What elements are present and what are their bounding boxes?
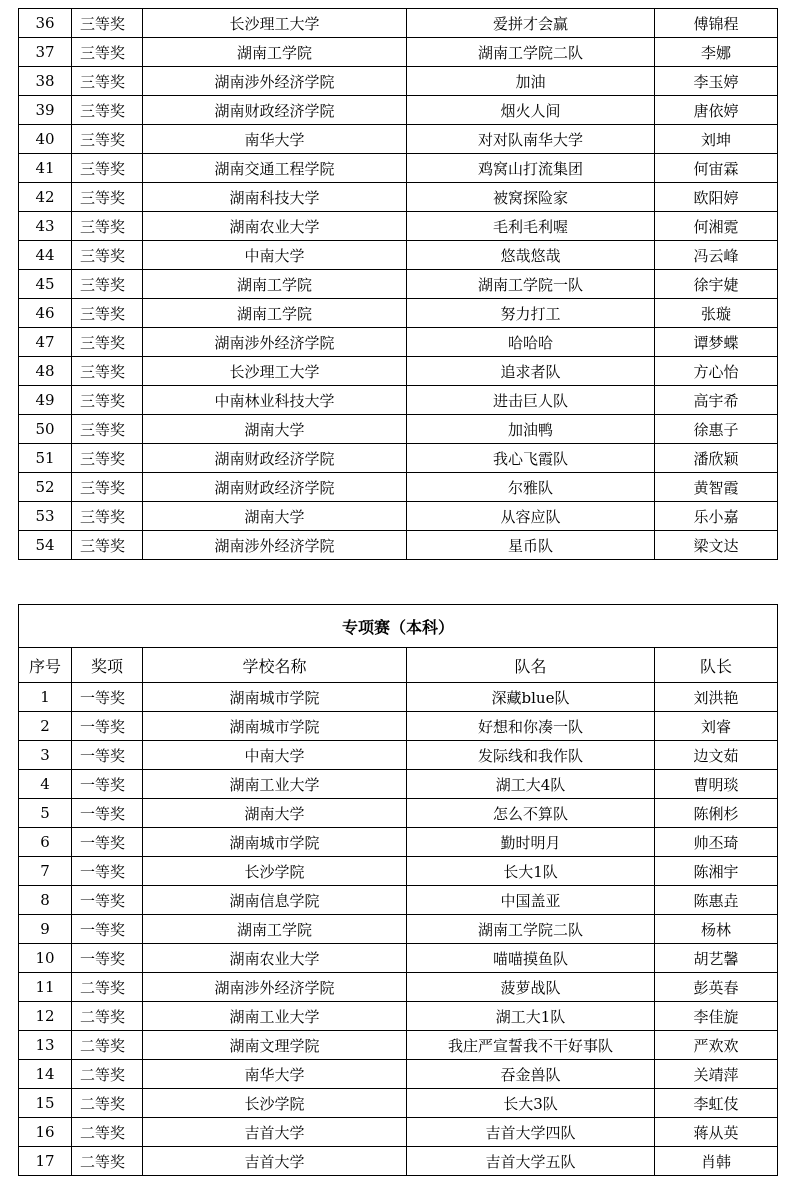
cell-captain: 傅锦程	[655, 9, 778, 38]
cell-award: 一等奖	[72, 799, 143, 828]
header-team: 队名	[407, 648, 655, 683]
cell-school: 湖南城市学院	[143, 712, 407, 741]
cell-school: 南华大学	[143, 1060, 407, 1089]
table-row	[19, 1118, 778, 1147]
cell-award: 三等奖	[72, 473, 143, 502]
cell-school: 湖南工业大学	[143, 770, 407, 799]
cell-index: 11	[19, 973, 72, 1002]
cell-team: 勤时明月	[407, 828, 655, 857]
cell-index: 14	[19, 1060, 72, 1089]
cell-award: 三等奖	[72, 328, 143, 357]
header-school: 学校名称	[143, 648, 407, 683]
table-row	[19, 712, 778, 741]
cell-team: 中国盖亚	[407, 886, 655, 915]
cell-team: 湖南工学院二队	[407, 915, 655, 944]
cell-award: 三等奖	[72, 531, 143, 560]
cell-award: 三等奖	[72, 67, 143, 96]
table-row	[19, 531, 778, 560]
cell-team: 毛利毛利喔	[407, 212, 655, 241]
cell-index: 40	[19, 125, 72, 154]
header-index: 序号	[19, 648, 72, 683]
table-row	[19, 915, 778, 944]
cell-award: 三等奖	[72, 125, 143, 154]
cell-captain: 李玉婷	[655, 67, 778, 96]
table-row	[19, 96, 778, 125]
cell-team: 湖南工学院二队	[407, 38, 655, 67]
header-captain: 队长	[655, 648, 778, 683]
cell-award: 三等奖	[72, 386, 143, 415]
cell-school: 湖南大学	[143, 799, 407, 828]
cell-award: 一等奖	[72, 683, 143, 712]
cell-school: 中南大学	[143, 741, 407, 770]
cell-award: 一等奖	[72, 886, 143, 915]
cell-award: 三等奖	[72, 357, 143, 386]
header-award: 奖项	[72, 648, 143, 683]
cell-team: 星币队	[407, 531, 655, 560]
cell-award: 二等奖	[72, 1060, 143, 1089]
cell-team: 我庄严宣誓我不干好事队	[407, 1031, 655, 1060]
cell-captain: 刘洪艳	[655, 683, 778, 712]
cell-index: 49	[19, 386, 72, 415]
cell-captain: 关靖萍	[655, 1060, 778, 1089]
table-row	[19, 886, 778, 915]
table-row	[19, 1147, 778, 1176]
table-row	[19, 1031, 778, 1060]
cell-school: 湖南农业大学	[143, 212, 407, 241]
table-title: 专项赛（本科）	[19, 605, 778, 648]
cell-team: 喵喵摸鱼队	[407, 944, 655, 973]
table-row	[19, 828, 778, 857]
cell-school: 湖南工学院	[143, 270, 407, 299]
cell-school: 湖南工学院	[143, 299, 407, 328]
cell-award: 一等奖	[72, 828, 143, 857]
cell-school: 湖南涉外经济学院	[143, 67, 407, 96]
cell-captain: 方心怡	[655, 357, 778, 386]
cell-index: 43	[19, 212, 72, 241]
cell-captain: 肖韩	[655, 1147, 778, 1176]
cell-school: 中南林业科技大学	[143, 386, 407, 415]
cell-team: 发际线和我作队	[407, 741, 655, 770]
cell-index: 45	[19, 270, 72, 299]
cell-index: 50	[19, 415, 72, 444]
cell-school: 湖南财政经济学院	[143, 444, 407, 473]
cell-school: 湖南财政经济学院	[143, 96, 407, 125]
cell-index: 46	[19, 299, 72, 328]
cell-index: 4	[19, 770, 72, 799]
cell-award: 一等奖	[72, 915, 143, 944]
cell-school: 湖南涉外经济学院	[143, 531, 407, 560]
table-row	[19, 386, 778, 415]
cell-school: 湖南城市学院	[143, 828, 407, 857]
cell-award: 二等奖	[72, 1002, 143, 1031]
cell-team: 烟火人间	[407, 96, 655, 125]
cell-team: 加油鸭	[407, 415, 655, 444]
table-row	[19, 473, 778, 502]
cell-index: 41	[19, 154, 72, 183]
cell-award: 三等奖	[72, 212, 143, 241]
cell-team: 吞金兽队	[407, 1060, 655, 1089]
cell-team: 哈哈哈	[407, 328, 655, 357]
cell-school: 长沙理工大学	[143, 9, 407, 38]
table-row	[19, 183, 778, 212]
cell-captain: 徐惠子	[655, 415, 778, 444]
cell-team: 努力打工	[407, 299, 655, 328]
cell-team: 吉首大学五队	[407, 1147, 655, 1176]
cell-index: 36	[19, 9, 72, 38]
table-row	[19, 1060, 778, 1089]
cell-index: 51	[19, 444, 72, 473]
table-row	[19, 770, 778, 799]
table-row	[19, 154, 778, 183]
cell-index: 38	[19, 67, 72, 96]
cell-award: 三等奖	[72, 183, 143, 212]
cell-captain: 何宙霖	[655, 154, 778, 183]
cell-index: 13	[19, 1031, 72, 1060]
cell-team: 爱拼才会赢	[407, 9, 655, 38]
table-row	[19, 328, 778, 357]
table-row	[19, 357, 778, 386]
cell-school: 湖南城市学院	[143, 683, 407, 712]
cell-award: 一等奖	[72, 944, 143, 973]
cell-award: 二等奖	[72, 1031, 143, 1060]
table-row	[19, 38, 778, 67]
cell-index: 6	[19, 828, 72, 857]
cell-captain: 高宇希	[655, 386, 778, 415]
cell-team: 长大3队	[407, 1089, 655, 1118]
cell-index: 37	[19, 38, 72, 67]
cell-team: 追求者队	[407, 357, 655, 386]
cell-captain: 唐依婷	[655, 96, 778, 125]
cell-school: 湖南财政经济学院	[143, 473, 407, 502]
cell-school: 湖南涉外经济学院	[143, 328, 407, 357]
cell-captain: 严欢欢	[655, 1031, 778, 1060]
cell-award: 二等奖	[72, 1118, 143, 1147]
cell-captain: 刘坤	[655, 125, 778, 154]
cell-captain: 李娜	[655, 38, 778, 67]
cell-award: 二等奖	[72, 973, 143, 1002]
table-row	[19, 799, 778, 828]
cell-captain: 谭梦蝶	[655, 328, 778, 357]
cell-index: 52	[19, 473, 72, 502]
cell-captain: 潘欣颖	[655, 444, 778, 473]
cell-team: 湖南工学院一队	[407, 270, 655, 299]
cell-captain: 黄智霞	[655, 473, 778, 502]
cell-index: 7	[19, 857, 72, 886]
cell-school: 湖南工业大学	[143, 1002, 407, 1031]
cell-team: 被窝探险家	[407, 183, 655, 212]
cell-captain: 李佳旋	[655, 1002, 778, 1031]
cell-award: 一等奖	[72, 712, 143, 741]
cell-school: 长沙学院	[143, 857, 407, 886]
cell-index: 8	[19, 886, 72, 915]
special-contest-table-body	[19, 605, 778, 1176]
table-row	[19, 125, 778, 154]
cell-index: 10	[19, 944, 72, 973]
cell-award: 三等奖	[72, 96, 143, 125]
cell-captain: 冯云峰	[655, 241, 778, 270]
cell-team: 湖工大4队	[407, 770, 655, 799]
cell-team: 鸡窝山打流集团	[407, 154, 655, 183]
table-row	[19, 9, 778, 38]
cell-school: 中南大学	[143, 241, 407, 270]
cell-school: 湖南交通工程学院	[143, 154, 407, 183]
cell-index: 12	[19, 1002, 72, 1031]
table-row	[19, 415, 778, 444]
cell-team: 从容应队	[407, 502, 655, 531]
cell-award: 三等奖	[72, 241, 143, 270]
cell-captain: 蒋从英	[655, 1118, 778, 1147]
cell-school: 长沙理工大学	[143, 357, 407, 386]
cell-school: 长沙学院	[143, 1089, 407, 1118]
cell-award: 三等奖	[72, 415, 143, 444]
cell-captain: 陈俐杉	[655, 799, 778, 828]
cell-index: 53	[19, 502, 72, 531]
cell-school: 吉首大学	[143, 1118, 407, 1147]
cell-school: 湖南科技大学	[143, 183, 407, 212]
cell-index: 54	[19, 531, 72, 560]
cell-award: 二等奖	[72, 1147, 143, 1176]
cell-award: 三等奖	[72, 444, 143, 473]
cell-award: 三等奖	[72, 38, 143, 67]
cell-captain: 刘睿	[655, 712, 778, 741]
cell-captain: 彭英春	[655, 973, 778, 1002]
cell-captain: 何湘霓	[655, 212, 778, 241]
cell-award: 三等奖	[72, 270, 143, 299]
cell-team: 我心飞霞队	[407, 444, 655, 473]
cell-team: 悠哉悠哉	[407, 241, 655, 270]
cell-award: 三等奖	[72, 502, 143, 531]
cell-award: 三等奖	[72, 9, 143, 38]
table-row	[19, 1089, 778, 1118]
cell-captain: 乐小嘉	[655, 502, 778, 531]
cell-index: 9	[19, 915, 72, 944]
cell-index: 16	[19, 1118, 72, 1147]
table-row	[19, 299, 778, 328]
cell-team: 加油	[407, 67, 655, 96]
special-contest-undergrad-table	[18, 604, 778, 1176]
cell-school: 湖南涉外经济学院	[143, 973, 407, 1002]
cell-team: 吉首大学四队	[407, 1118, 655, 1147]
cell-award: 一等奖	[72, 770, 143, 799]
cell-school: 吉首大学	[143, 1147, 407, 1176]
cell-team: 好想和你凑一队	[407, 712, 655, 741]
cell-school: 湖南农业大学	[143, 944, 407, 973]
table-row	[19, 270, 778, 299]
cell-index: 42	[19, 183, 72, 212]
cell-captain: 杨林	[655, 915, 778, 944]
cell-captain: 徐宇婕	[655, 270, 778, 299]
cell-team: 湖工大1队	[407, 1002, 655, 1031]
cell-team: 对对队南华大学	[407, 125, 655, 154]
cell-index: 1	[19, 683, 72, 712]
cell-captain: 梁文达	[655, 531, 778, 560]
cell-captain: 李虹伎	[655, 1089, 778, 1118]
cell-award: 二等奖	[72, 1089, 143, 1118]
cell-index: 2	[19, 712, 72, 741]
cell-school: 湖南信息学院	[143, 886, 407, 915]
cell-index: 47	[19, 328, 72, 357]
cell-school: 湖南工学院	[143, 915, 407, 944]
cell-index: 39	[19, 96, 72, 125]
table-row	[19, 741, 778, 770]
table-row	[19, 502, 778, 531]
cell-captain: 陈惠垚	[655, 886, 778, 915]
table-row	[19, 973, 778, 1002]
cell-school: 湖南文理学院	[143, 1031, 407, 1060]
cell-captain: 张璇	[655, 299, 778, 328]
cell-school: 湖南大学	[143, 415, 407, 444]
cell-index: 3	[19, 741, 72, 770]
cell-award: 三等奖	[72, 299, 143, 328]
cell-captain: 胡艺馨	[655, 944, 778, 973]
table-header-row	[19, 648, 778, 683]
awards-table-continued	[18, 8, 778, 560]
cell-captain: 曹明琰	[655, 770, 778, 799]
table-title-row	[19, 605, 778, 648]
cell-team: 进击巨人队	[407, 386, 655, 415]
table-row	[19, 67, 778, 96]
table-row	[19, 241, 778, 270]
table-row	[19, 683, 778, 712]
cell-index: 15	[19, 1089, 72, 1118]
table-row	[19, 444, 778, 473]
cell-award: 一等奖	[72, 857, 143, 886]
awards-table-body	[19, 9, 778, 560]
cell-school: 湖南工学院	[143, 38, 407, 67]
cell-school: 湖南大学	[143, 502, 407, 531]
cell-index: 44	[19, 241, 72, 270]
table-row	[19, 857, 778, 886]
cell-award: 三等奖	[72, 154, 143, 183]
cell-index: 5	[19, 799, 72, 828]
cell-team: 怎么不算队	[407, 799, 655, 828]
cell-captain: 帅丕琦	[655, 828, 778, 857]
cell-captain: 欧阳婷	[655, 183, 778, 212]
cell-captain: 边文茹	[655, 741, 778, 770]
cell-team: 尔雅队	[407, 473, 655, 502]
cell-team: 深藏blue队	[407, 683, 655, 712]
table-row	[19, 944, 778, 973]
cell-team: 长大1队	[407, 857, 655, 886]
cell-captain: 陈湘宇	[655, 857, 778, 886]
cell-award: 一等奖	[72, 741, 143, 770]
cell-index: 17	[19, 1147, 72, 1176]
cell-team: 菠萝战队	[407, 973, 655, 1002]
cell-index: 48	[19, 357, 72, 386]
table-row	[19, 212, 778, 241]
table-row	[19, 1002, 778, 1031]
cell-school: 南华大学	[143, 125, 407, 154]
